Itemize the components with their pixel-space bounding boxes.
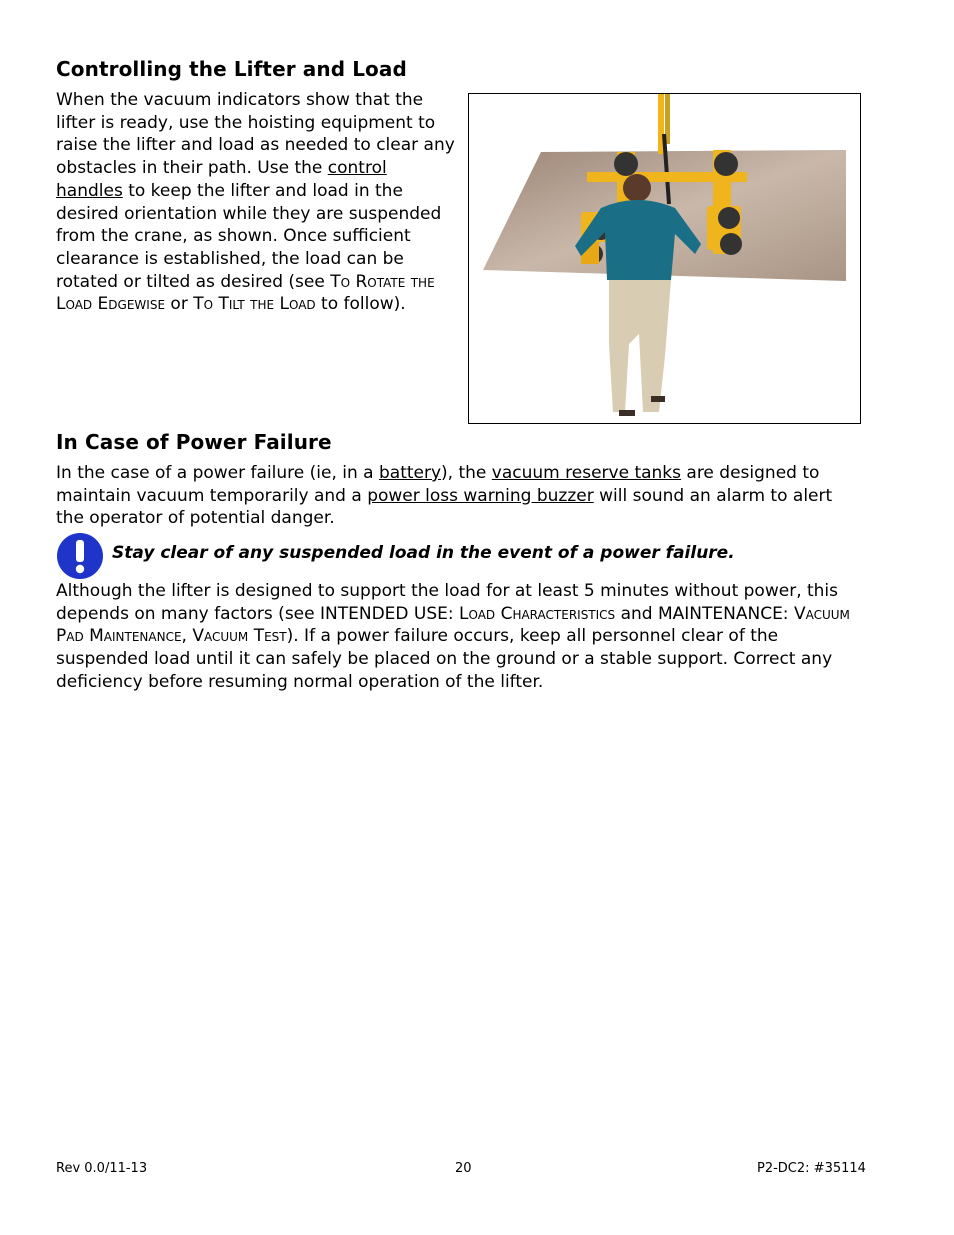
section-heading-power-failure: In Case of Power Failure (56, 430, 332, 454)
vacuum-reserve-tanks-link[interactable]: vacuum reserve tanks (491, 463, 681, 483)
power-failure-warning: Stay clear of any suspended load in the event of a power failure. (112, 543, 735, 563)
warning-exclamation-icon (56, 532, 104, 580)
footer-revision: Rev 0.0/11-13 (56, 1161, 148, 1176)
battery-link[interactable]: battery (378, 463, 442, 483)
tilt-load-reference[interactable]: To Tilt the Load (193, 294, 316, 315)
section-heading-controlling: Controlling the Lifter and Load (56, 57, 407, 81)
controlling-paragraph: When the vacuum indicators show that the lifter is ready, use the hoisting equipment to raise the lifter and load as needed to clear any obstacles in their path. Use the control handles to keep the lifter and load in the desired orientation while they are suspended from the crane, as shown. Once sufficient clearance is established, the load can be rotated or tilted as desired (see To Rotate the Load Edgewise or To Tilt the Load to follow). (56, 90, 455, 315)
vacuum-test-reference[interactable]: Vacuum Test (192, 626, 287, 647)
lifter-photo (468, 93, 861, 424)
rotate-load-edgewise-reference[interactable]: To Rotate the Load Edgewise (56, 271, 435, 315)
vacuum-pad-maintenance-reference[interactable]: Vacuum Pad Maintenance (56, 603, 850, 647)
lifter-photo-illustration (469, 94, 861, 424)
footer-page-number: 20 (455, 1161, 472, 1176)
power-loss-warning-buzzer-link[interactable]: power loss warning buzzer (367, 485, 594, 506)
load-characteristics-reference[interactable]: Load Characteristics (459, 603, 616, 624)
control-handles-link[interactable]: control handles (56, 158, 387, 201)
power-failure-details-paragraph: Although the lifter is designed to support the load for at least 5 minutes without power, this depends on many factors (see INTENDED USE: Load Characteristics and MAINTENANCE: Vacuum Pad Maintenance, Vacuum Test). If a power failure occurs, keep all personnel clear of the suspended load until it can safely be placed on the ground or a stable support. Correct any deficiency before resuming normal operation of the lifter. (56, 581, 850, 692)
footer-document-id: P2-DC2: #35114 (757, 1161, 866, 1176)
power-failure-paragraph: In the case of a power failure (ie, in a battery), the vacuum reserve tanks are designed to maintain vacuum temporarily and a power loss warning buzzer will sound an alarm to alert the operator of potential danger. (56, 463, 833, 529)
